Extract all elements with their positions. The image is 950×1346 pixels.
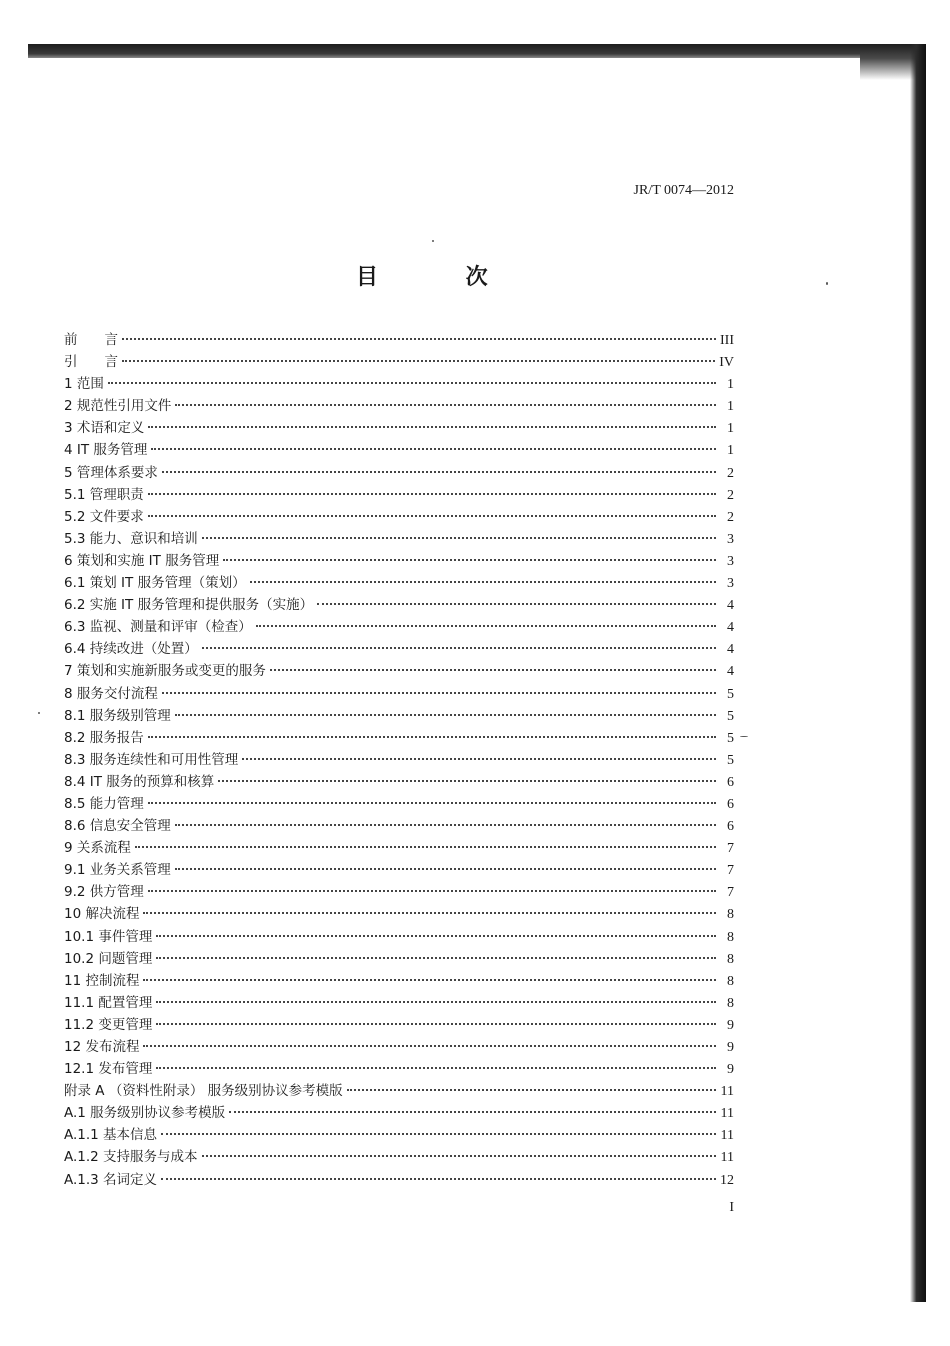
scan-speck xyxy=(826,282,828,285)
toc-leader-dots xyxy=(250,581,716,583)
toc-entry-page: 4 xyxy=(727,664,734,680)
toc-leader-dots xyxy=(161,1178,716,1180)
toc-entry-label: 6.3 监视、测量和评审（检查） xyxy=(64,619,252,636)
toc-entry-label: 3 术语和定义 xyxy=(64,420,145,437)
toc-entry-label: 11 控制流程 xyxy=(64,972,140,989)
toc-entry-label: 5.2 文件要求 xyxy=(64,508,144,525)
table-of-contents xyxy=(64,328,734,1190)
toc-entry[interactable] xyxy=(64,659,734,681)
toc-entry-label: 11.2 变更管理 xyxy=(64,1016,153,1033)
toc-entry-label: 8.3 服务连续性和可用性管理 xyxy=(64,751,239,768)
toc-entry[interactable] xyxy=(64,328,734,350)
toc-entry-page: 8 xyxy=(727,929,734,945)
toc-entry[interactable] xyxy=(64,880,734,902)
toc-entry-label: 8.1 服务级别管理 xyxy=(64,707,171,724)
toc-leader-dots xyxy=(256,625,716,627)
toc-entry[interactable] xyxy=(64,947,734,969)
toc-entry-label: 5 管理体系要求 xyxy=(64,464,158,481)
toc-entry[interactable] xyxy=(64,969,734,991)
toc-entry-page: 4 xyxy=(727,598,734,614)
toc-entry[interactable] xyxy=(64,1101,734,1123)
toc-entry-page: 7 xyxy=(727,841,734,857)
toc-entry-page: 1 xyxy=(727,443,734,459)
toc-entry-page: 1 xyxy=(727,421,734,437)
toc-leader-dots xyxy=(148,426,716,428)
toc-leader-dots xyxy=(202,647,716,649)
toc-entry-label: 10.1 事件管理 xyxy=(64,928,153,945)
toc-entry-page: 8 xyxy=(727,973,734,989)
toc-entry-page: 6 xyxy=(727,774,734,790)
toc-entry-page: 5 xyxy=(727,686,734,702)
toc-entry[interactable] xyxy=(64,1035,734,1057)
toc-entry-page: IV xyxy=(719,355,734,371)
toc-entry-page: 3 xyxy=(727,531,734,547)
scan-edge-right xyxy=(910,44,926,1302)
toc-entry[interactable] xyxy=(64,748,734,770)
toc-entry-label: A.1.1 基本信息 xyxy=(64,1127,158,1144)
toc-entry-page: 9 xyxy=(727,1017,734,1033)
toc-entry[interactable] xyxy=(64,770,734,792)
toc-entry-page: 3 xyxy=(727,553,734,569)
toc-leader-dots xyxy=(175,824,716,826)
toc-entry-page: 2 xyxy=(727,487,734,503)
toc-entry-page: 8 xyxy=(727,907,734,923)
toc-leader-dots xyxy=(175,714,716,716)
toc-entry-page: 2 xyxy=(727,465,734,481)
toc-leader-dots xyxy=(229,1111,716,1113)
toc-entry[interactable] xyxy=(64,527,734,549)
toc-entry-page: 7 xyxy=(727,863,734,879)
toc-entry[interactable] xyxy=(64,372,734,394)
toc-leader-dots xyxy=(108,382,716,384)
toc-entry-page: 11 xyxy=(720,1150,734,1166)
toc-entry[interactable] xyxy=(64,1123,734,1145)
toc-entry-page: 5 xyxy=(727,708,734,724)
toc-leader-dots xyxy=(156,935,716,937)
toc-entry-label: 10 解决流程 xyxy=(64,906,140,923)
toc-entry[interactable] xyxy=(64,1057,734,1079)
toc-leader-dots xyxy=(202,1155,716,1157)
toc-entry-page: 8 xyxy=(727,951,734,967)
toc-leader-dots xyxy=(347,1089,716,1091)
toc-entry[interactable] xyxy=(64,1168,734,1190)
toc-entry[interactable] xyxy=(64,1013,734,1035)
toc-entry-page: 4 xyxy=(727,620,734,636)
toc-leader-dots xyxy=(148,515,716,517)
document-code: JR/T 0074—2012 xyxy=(633,183,734,198)
toc-entry-label: 11.1 配置管理 xyxy=(64,994,153,1011)
toc-leader-dots xyxy=(270,669,716,671)
toc-entry-label: 5.3 能力、意识和培训 xyxy=(64,530,198,547)
toc-entry[interactable] xyxy=(64,925,734,947)
toc-entry-page: 3 xyxy=(727,576,734,592)
page-number: I xyxy=(729,1200,734,1215)
toc-leader-dots xyxy=(156,1001,716,1003)
toc-entry-label: 4 IT 服务管理 xyxy=(64,442,148,459)
toc-entry-page: 11 xyxy=(720,1084,734,1100)
toc-leader-dots xyxy=(202,537,716,539)
toc-entry-label: 12 发布流程 xyxy=(64,1039,140,1055)
toc-entry-label: 引 言 xyxy=(64,354,118,371)
toc-entry[interactable] xyxy=(64,682,734,704)
toc-leader-dots xyxy=(143,979,716,981)
toc-entry[interactable] xyxy=(64,593,734,615)
toc-leader-dots xyxy=(242,758,716,760)
toc-entry-page: 4 xyxy=(727,642,734,658)
toc-entry-label: 8.5 能力管理 xyxy=(64,795,144,812)
toc-entry-page: 8 xyxy=(727,995,734,1011)
toc-entry-page: 9 xyxy=(727,1040,734,1055)
scan-speck xyxy=(432,240,434,242)
scan-speck xyxy=(38,712,40,714)
toc-entry-page: 11 xyxy=(720,1128,734,1144)
toc-entry-label: 8.4 IT 服务的预算和核算 xyxy=(64,773,215,790)
toc-entry[interactable] xyxy=(64,1145,734,1167)
toc-entry[interactable] xyxy=(64,836,734,858)
toc-entry-page: 2 xyxy=(727,509,734,525)
toc-entry-page: 6 xyxy=(727,796,734,812)
toc-entry-page: 12 xyxy=(720,1172,734,1188)
toc-entry-page: 5 xyxy=(727,752,734,768)
scan-edge-top xyxy=(28,44,924,58)
toc-entry-label: 8.2 服务报告 xyxy=(64,729,144,746)
toc-entry[interactable] xyxy=(64,438,734,460)
toc-entry[interactable] xyxy=(64,505,734,527)
page-title: 目 次 xyxy=(356,265,528,290)
toc-entry-label: A.1 服务级别协议参考模版 xyxy=(64,1105,226,1122)
toc-entry-page: 7 xyxy=(727,885,734,901)
toc-leader-dots xyxy=(143,912,716,914)
toc-entry-label: 9.2 供方管理 xyxy=(64,884,144,901)
toc-entry-label: 8 服务交付流程 xyxy=(64,685,158,702)
toc-entry[interactable] xyxy=(64,350,734,372)
toc-entry[interactable] xyxy=(64,792,734,814)
toc-entry[interactable] xyxy=(64,549,734,571)
toc-entry[interactable] xyxy=(64,902,734,924)
toc-entry-page: 5 xyxy=(727,730,734,746)
toc-leader-dots xyxy=(223,559,716,561)
toc-leader-dots xyxy=(135,846,716,848)
toc-leader-dots xyxy=(218,780,716,782)
toc-entry-label: 6 策划和实施 IT 服务管理 xyxy=(64,552,220,569)
toc-entry[interactable] xyxy=(64,637,734,659)
toc-entry[interactable] xyxy=(64,991,734,1013)
toc-entry-label: 9.1 业务关系管理 xyxy=(64,862,171,879)
toc-leader-dots xyxy=(156,957,716,959)
toc-entry-page: 6 xyxy=(727,819,734,835)
toc-leader-dots xyxy=(143,1045,716,1047)
toc-leader-dots xyxy=(161,1133,716,1135)
toc-leader-dots xyxy=(148,890,716,892)
toc-entry[interactable] xyxy=(64,814,734,836)
toc-entry-label: 5.1 管理职责 xyxy=(64,486,144,503)
toc-entry[interactable] xyxy=(64,461,734,483)
toc-entry[interactable] xyxy=(64,416,734,438)
toc-entry[interactable] xyxy=(64,704,734,726)
toc-leader-dots xyxy=(122,360,715,362)
toc-leader-dots xyxy=(151,448,716,450)
toc-leader-dots xyxy=(156,1067,716,1069)
toc-leader-dots xyxy=(148,802,716,804)
toc-leader-dots xyxy=(175,868,716,870)
toc-entry[interactable] xyxy=(64,858,734,880)
toc-entry-label: 6.4 持续改进（处置） xyxy=(64,641,198,658)
toc-entry[interactable] xyxy=(64,394,734,416)
toc-entry[interactable] xyxy=(64,571,734,593)
toc-entry-label: 12.1 发布管理 xyxy=(64,1061,153,1078)
toc-leader-dots xyxy=(175,404,716,406)
toc-entry-label: 9 关系流程 xyxy=(64,840,131,857)
toc-entry-page: 1 xyxy=(727,399,734,415)
toc-entry-label: A.1.2 支持服务与成本 xyxy=(64,1149,198,1166)
toc-entry-label: 前 言 xyxy=(64,332,118,348)
toc-leader-dots xyxy=(148,493,716,495)
toc-leader-dots xyxy=(148,736,716,738)
toc-entry-label: A.1.3 名词定义 xyxy=(64,1171,158,1188)
toc-entry-page: 11 xyxy=(720,1106,734,1122)
toc-entry-label: 附录 A （资料性附录） 服务级别协议参考模版 xyxy=(64,1083,343,1100)
toc-entry-label: 7 策划和实施新服务或变更的服务 xyxy=(64,663,266,680)
toc-entry-label: 6.1 策划 IT 服务管理（策划） xyxy=(64,575,246,592)
toc-leader-dots xyxy=(162,471,716,473)
toc-entry-label: 1 范围 xyxy=(64,376,104,393)
toc-entry[interactable] xyxy=(64,615,734,637)
toc-entry-label: 8.6 信息安全管理 xyxy=(64,818,171,835)
toc-entry[interactable] xyxy=(64,726,734,748)
toc-leader-dots xyxy=(317,603,716,605)
toc-leader-dots xyxy=(162,692,716,694)
toc-entry-label: 2 规范性引用文件 xyxy=(64,398,172,415)
toc-entry-page: III xyxy=(720,333,734,348)
toc-entry-page: 9 xyxy=(727,1062,734,1078)
toc-entry-label: 10.2 问题管理 xyxy=(64,950,153,967)
toc-entry[interactable] xyxy=(64,1079,734,1101)
toc-leader-dots xyxy=(122,338,716,340)
toc-entry[interactable] xyxy=(64,483,734,505)
toc-leader-dots xyxy=(156,1023,716,1025)
toc-entry-page: 1 xyxy=(727,377,734,393)
scan-speck xyxy=(740,736,748,737)
toc-entry-label: 6.2 实施 IT 服务管理和提供服务（实施） xyxy=(64,597,314,614)
